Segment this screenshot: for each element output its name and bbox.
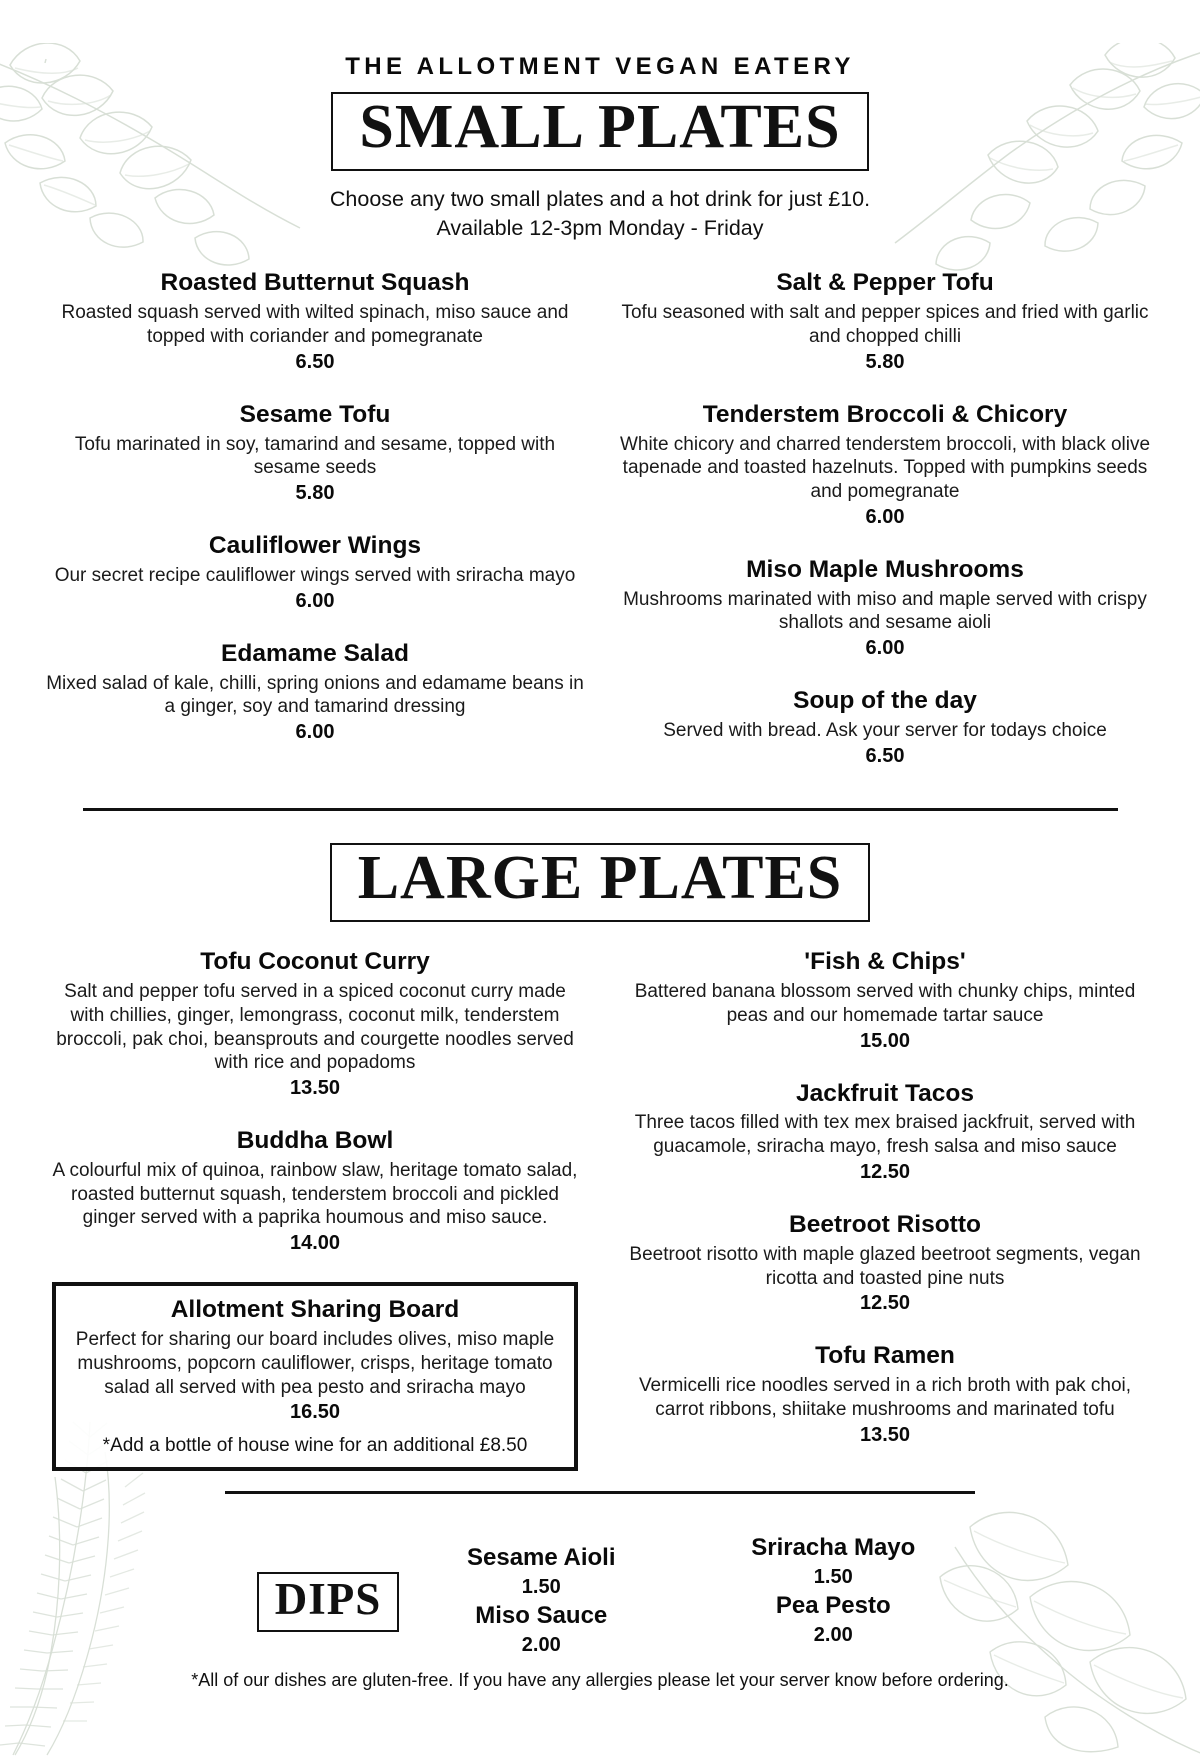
allotment-sharing-board xyxy=(52,1282,578,1471)
allergy-note: *All of our dishes are gluten-free. If you have any allergies please let your server know before ordering. xyxy=(191,1669,1009,1690)
item-description: Mixed salad of kale, chilli, spring onions and edamame beans in a ginger, soy and tamarind dressing xyxy=(46,672,584,718)
menu-item xyxy=(46,269,584,373)
item-price: 16.50 xyxy=(289,1401,341,1424)
menu-item xyxy=(46,401,584,505)
small-plates-section-title: SMALL PLATES xyxy=(331,92,868,171)
item-price: 6.50 xyxy=(865,744,905,767)
menu-item xyxy=(46,532,584,613)
large-plates-section-title: LARGE PLATES xyxy=(330,843,871,922)
item-price: 6.00 xyxy=(865,505,905,528)
dip-price: 1.50 xyxy=(813,1566,853,1589)
item-name: Edamame Salad xyxy=(221,639,409,667)
small-plates-right-column xyxy=(600,269,1170,768)
dips-divider xyxy=(225,1491,975,1494)
item-name: Cauliflower Wings xyxy=(208,532,422,560)
small-plates-left-column xyxy=(30,269,600,768)
item-description: Served with bread. Ask your server for todays choice xyxy=(663,720,1107,742)
item-name: 'Fish & Chips' xyxy=(804,948,966,976)
item-name: Tofu Coconut Curry xyxy=(200,948,430,976)
menu-item xyxy=(616,1342,1154,1446)
item-price: 13.50 xyxy=(859,1423,911,1446)
dip-price: 1.50 xyxy=(521,1576,561,1599)
item-description: Perfect for sharing our board includes olives, miso maple mushrooms, popcorn cauliflower, crisps, heritage tomato salad all served with pea pesto and sriracha mayo xyxy=(75,1329,555,1398)
large-plates-columns xyxy=(30,948,1170,1471)
item-name: Allotment Sharing Board xyxy=(170,1296,460,1324)
item-description: Tofu marinated in soy, tamarind and sesame, topped with sesame seeds xyxy=(74,433,556,479)
offer-line-1: Choose any two small plates and a hot drink for just £10. xyxy=(329,187,871,212)
item-price: 14.00 xyxy=(289,1232,341,1255)
dip-name: Sesame Aioli xyxy=(467,1544,616,1572)
item-price: 5.80 xyxy=(865,350,905,373)
small-plates-columns xyxy=(30,269,1170,768)
menu-item xyxy=(616,948,1154,1052)
large-plates-right-column xyxy=(600,948,1170,1471)
item-name: Miso Maple Mushrooms xyxy=(746,555,1024,583)
item-description: Our secret recipe cauliflower wings served with sriracha mayo xyxy=(54,564,576,586)
menu-page xyxy=(0,53,1200,1691)
item-price: 6.50 xyxy=(295,350,335,373)
item-price: 6.00 xyxy=(865,637,905,660)
dip-price: 2.00 xyxy=(813,1623,853,1646)
item-description: Salt and pepper tofu served in a spiced coconut curry made with chillies, ginger, lemongrass, coconut milk, tenderstem broccoli, pak choi, beansprouts and courgette noodles served with rice and popadoms xyxy=(56,981,574,1074)
item-description: Mushrooms marinated with miso and maple served with crispy shallots and sesame aioli xyxy=(623,588,1147,634)
item-description: A colourful mix of quinoa, rainbow slaw, heritage tomato salad, roasted butternut squash, tenderstem broccoli and pickled ginger served with a paprika houmous and miso sauce. xyxy=(52,1159,578,1229)
item-price: 6.00 xyxy=(295,589,335,612)
item-description: White chicory and charred tenderstem broccoli, with black olive tapenade and toasted hazelnuts. Topped with pumpkins seeds and pomegranate xyxy=(619,433,1151,503)
item-name: Tenderstem Broccoli & Chicory xyxy=(702,400,1068,428)
menu-item xyxy=(616,556,1154,660)
dips-section xyxy=(30,1534,1170,1660)
item-name: Beetroot Risotto xyxy=(789,1210,981,1238)
item-name: Soup of the day xyxy=(793,687,977,715)
item-description: Tofu seasoned with salt and pepper spices and fried with garlic and chopped chilli xyxy=(621,302,1149,347)
section-divider xyxy=(83,808,1118,811)
item-price: 15.00 xyxy=(859,1029,911,1052)
dips-column-a xyxy=(421,1544,661,1660)
menu-item xyxy=(46,1127,584,1255)
item-name: Jackfruit Tacos xyxy=(796,1079,974,1107)
item-price: 6.00 xyxy=(295,721,335,744)
dips-column-b xyxy=(713,1534,953,1650)
eatery-name: THE ALLOTMENT VEGAN EATERY xyxy=(345,53,855,80)
menu-item xyxy=(46,640,584,744)
item-price: 13.50 xyxy=(289,1077,341,1100)
menu-item xyxy=(616,269,1154,373)
item-name: Tofu Ramen xyxy=(815,1342,955,1370)
item-price: 12.50 xyxy=(859,1160,911,1183)
dips-badge: DIPS xyxy=(257,1572,400,1631)
item-price: 12.50 xyxy=(859,1292,911,1315)
item-description: Beetroot risotto with maple glazed beetroot segments, vegan ricotta and toasted pine nuts xyxy=(629,1243,1141,1289)
item-name: Salt & Pepper Tofu xyxy=(776,269,994,297)
item-price: 5.80 xyxy=(295,482,335,505)
sharing-board-wine-note: *Add a bottle of house wine for an additional £8.50 xyxy=(102,1435,528,1457)
item-name: Roasted Butternut Squash xyxy=(160,269,470,297)
offer-line-2: Available 12-3pm Monday - Friday xyxy=(436,216,764,241)
item-description: Roasted squash served with wilted spinach, miso sauce and topped with coriander and pomegranate xyxy=(61,302,569,347)
dip-price: 2.00 xyxy=(521,1633,561,1656)
item-name: Sesame Tofu xyxy=(239,400,391,428)
item-description: Vermicelli rice noodles served in a rich broth with pak choi, carrot ribbons, shiitake mushrooms and marinated tofu xyxy=(638,1375,1132,1420)
small-plates-offer xyxy=(30,185,1170,243)
large-plates-header xyxy=(30,843,1170,922)
menu-item xyxy=(616,1211,1154,1315)
item-name: Buddha Bowl xyxy=(236,1127,394,1155)
menu-item xyxy=(616,1080,1154,1184)
dip-name: Miso Sauce xyxy=(475,1602,608,1630)
menu-item xyxy=(46,948,584,1100)
dip-name: Sriracha Mayo xyxy=(751,1534,916,1562)
menu-item xyxy=(616,687,1154,768)
large-plates-left-column xyxy=(30,948,600,1471)
dip-name: Pea Pesto xyxy=(775,1592,891,1620)
item-description: Battered banana blossom served with chunky chips, minted peas and our homemade tartar sauce xyxy=(634,981,1136,1026)
menu-item xyxy=(616,401,1154,529)
item-description: Three tacos filled with tex mex braised jackfruit, served with guacamole, sriracha mayo, fresh salsa and miso sauce xyxy=(634,1112,1136,1158)
